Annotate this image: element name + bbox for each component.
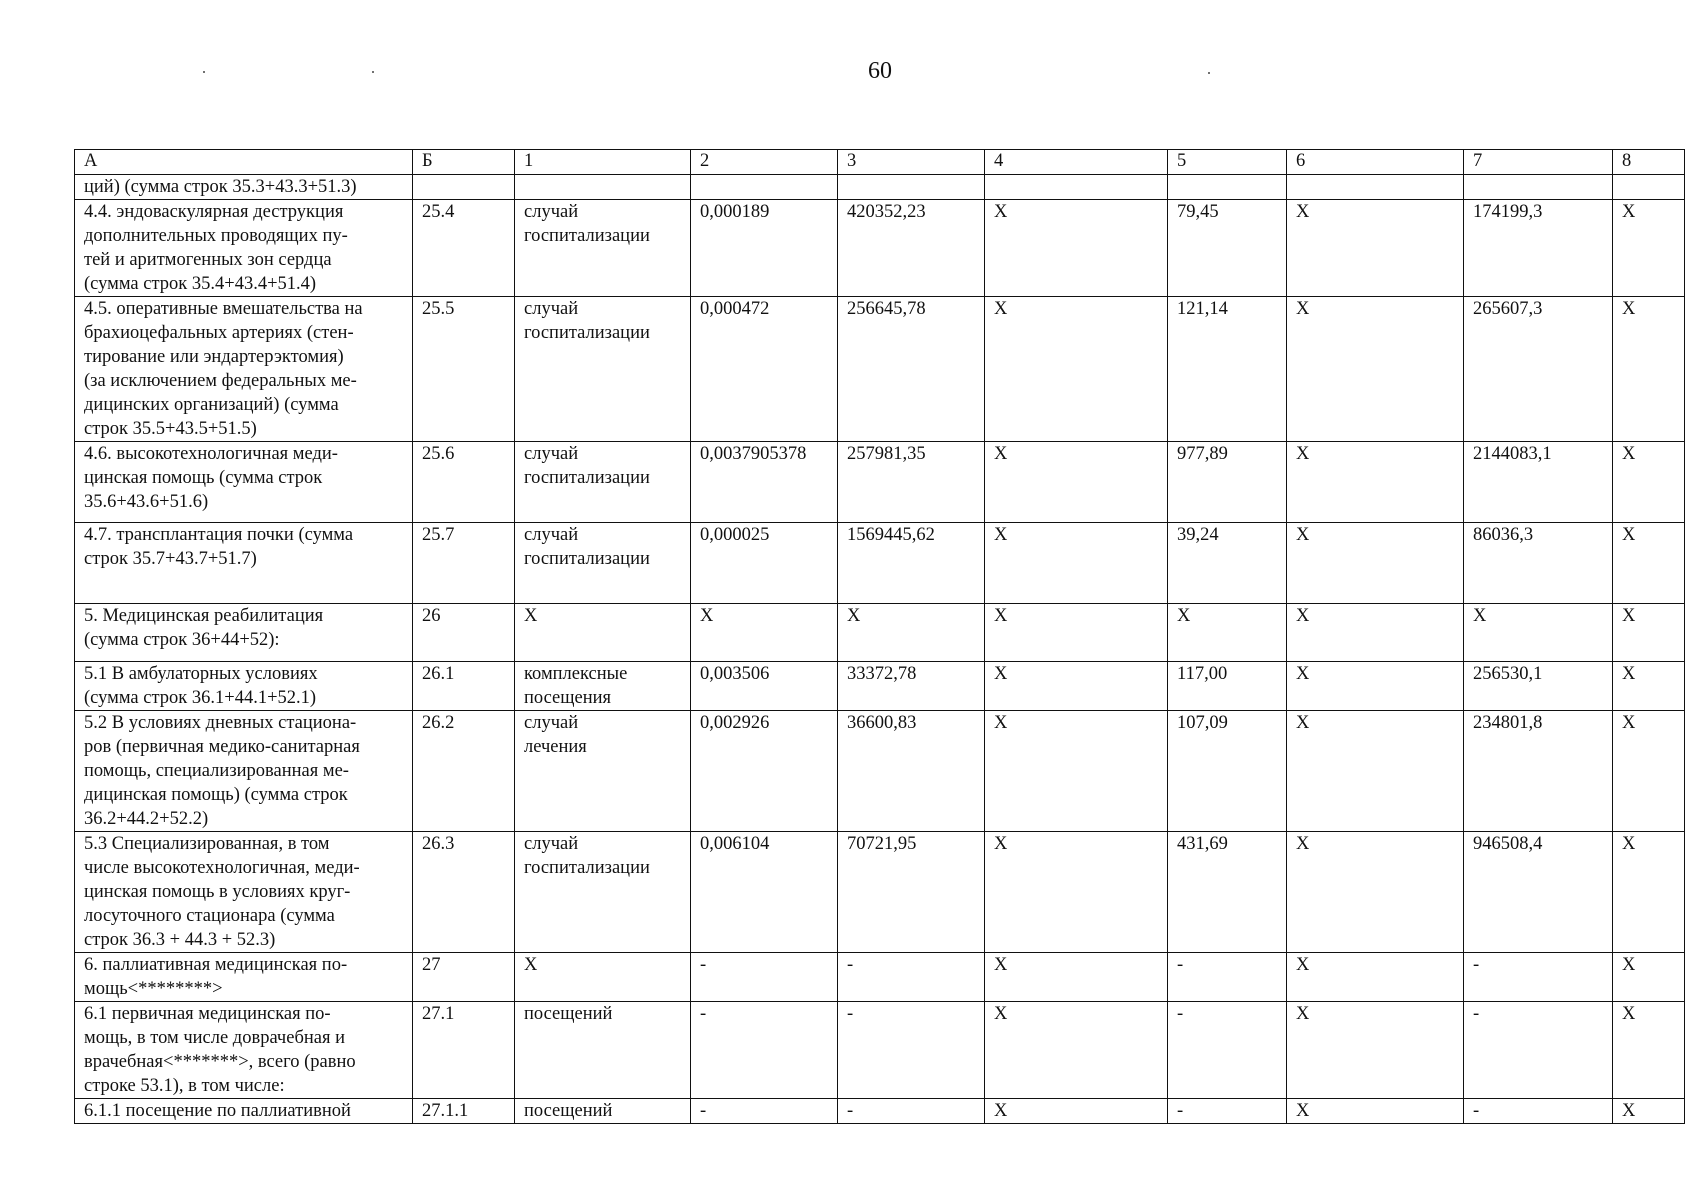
cell-cost: 1569445,62 — [838, 523, 985, 604]
cell-col-8: X — [1613, 953, 1685, 1002]
column-header: 6 — [1287, 150, 1464, 175]
cell-row-code: 27 — [413, 953, 515, 1002]
cell-unit: случай госпитализации — [515, 832, 691, 953]
cell-col-8: X — [1613, 1002, 1685, 1099]
cell-norm: - — [691, 953, 838, 1002]
cell-col-4: X — [985, 711, 1168, 832]
cell-col-5: 107,09 — [1168, 711, 1287, 832]
cell-col-5 — [1168, 175, 1287, 200]
cell-row-label: 4.6. высокотехнологичная меди- цинская помощь (сумма строк 35.6+43.6+51.6) — [75, 442, 413, 523]
column-header: 2 — [691, 150, 838, 175]
cell-cost — [838, 175, 985, 200]
cell-row-code — [413, 175, 515, 200]
cell-col-4: X — [985, 1002, 1168, 1099]
table-row — [75, 200, 1685, 297]
cell-cost: 256645,78 — [838, 297, 985, 442]
cell-norm — [691, 175, 838, 200]
cell-col-6: X — [1287, 832, 1464, 953]
cell-unit: случай лечения — [515, 711, 691, 832]
cell-col-7: - — [1464, 1099, 1613, 1124]
cell-row-code: 26.3 — [413, 832, 515, 953]
cell-norm: 0,006104 — [691, 832, 838, 953]
cell-row-label: 4.7. трансплантация почки (сумма строк 35.7+43.7+51.7) — [75, 523, 413, 604]
cell-row-label: ций) (сумма строк 35.3+43.3+51.3) — [75, 175, 413, 200]
cell-row-label: 5. Медицинская реабилитация (сумма строк 36+44+52): — [75, 604, 413, 662]
cell-col-4: X — [985, 297, 1168, 442]
cell-col-4: X — [985, 953, 1168, 1002]
cell-row-code: 27.1.1 — [413, 1099, 515, 1124]
cell-col-7: 946508,4 — [1464, 832, 1613, 953]
cell-col-6: X — [1287, 1002, 1464, 1099]
table-row — [75, 604, 1685, 662]
cell-col-4: X — [985, 662, 1168, 711]
cell-row-label: 5.3 Специализированная, в том числе высокотехнологичная, меди- цинская помощь в условиях круг- лосуточного стационара (сумма строк 36.3 + 44.3 + 52.3) — [75, 832, 413, 953]
cell-cost: X — [838, 604, 985, 662]
cell-col-6: X — [1287, 953, 1464, 1002]
cell-unit: X — [515, 604, 691, 662]
cell-col-6 — [1287, 175, 1464, 200]
cell-col-8 — [1613, 175, 1685, 200]
cell-col-4: X — [985, 832, 1168, 953]
cell-col-8: X — [1613, 1099, 1685, 1124]
scan-speck — [203, 71, 205, 73]
table-row — [75, 442, 1685, 523]
cell-col-5: 121,14 — [1168, 297, 1287, 442]
cell-row-label: 4.5. оперативные вмешательства на брахиоцефальных артериях (стен- тирование или эндартерэктомия) (за исключением федеральных ме- дицинских организаций) (сумма строк 35.5+43.5+51.5) — [75, 297, 413, 442]
cell-unit: посещений — [515, 1002, 691, 1099]
cell-col-4: X — [985, 604, 1168, 662]
cell-cost: 420352,23 — [838, 200, 985, 297]
cell-col-7: 2144083,1 — [1464, 442, 1613, 523]
cell-col-5: - — [1168, 1002, 1287, 1099]
cell-col-5: - — [1168, 1099, 1287, 1124]
cell-col-5: 39,24 — [1168, 523, 1287, 604]
cell-col-6: X — [1287, 523, 1464, 604]
cell-norm: 0,0037905378 — [691, 442, 838, 523]
cell-row-label: 5.2 В условиях дневных стациона- ров (первичная медико-санитарная помощь, специализированная ме- дицинская помощь) (сумма строк 36.2+44.2+52.2) — [75, 711, 413, 832]
cell-cost: - — [838, 953, 985, 1002]
cell-col-8: X — [1613, 442, 1685, 523]
cell-col-7: X — [1464, 604, 1613, 662]
cell-col-6: X — [1287, 442, 1464, 523]
cell-col-6: X — [1287, 297, 1464, 442]
cell-unit: случай госпитализации — [515, 297, 691, 442]
cell-norm: - — [691, 1002, 838, 1099]
table-row — [75, 953, 1685, 1002]
cell-cost: - — [838, 1099, 985, 1124]
cell-row-code: 26 — [413, 604, 515, 662]
column-header: 5 — [1168, 150, 1287, 175]
cell-row-label: 4.4. эндоваскулярная деструкция дополнительных проводящих пу- тей и аритмогенных зон сердца (сумма строк 35.4+43.4+51.4) — [75, 200, 413, 297]
cell-col-8: X — [1613, 297, 1685, 442]
table-row — [75, 1099, 1685, 1124]
cell-col-4: X — [985, 442, 1168, 523]
cell-col-4: X — [985, 523, 1168, 604]
column-header: А — [75, 150, 413, 175]
cell-col-8: X — [1613, 200, 1685, 297]
cell-unit: случай госпитализации — [515, 442, 691, 523]
column-header: 4 — [985, 150, 1168, 175]
cell-norm: X — [691, 604, 838, 662]
cell-unit: X — [515, 953, 691, 1002]
cell-col-6: X — [1287, 1099, 1464, 1124]
cell-col-8: X — [1613, 711, 1685, 832]
table-row — [75, 662, 1685, 711]
cell-col-6: X — [1287, 200, 1464, 297]
table-header-row — [75, 150, 1685, 175]
column-header: 8 — [1613, 150, 1685, 175]
cell-col-8: X — [1613, 832, 1685, 953]
table-row — [75, 175, 1685, 200]
cell-norm: 0,002926 — [691, 711, 838, 832]
cell-col-7: 234801,8 — [1464, 711, 1613, 832]
cell-unit: случай госпитализации — [515, 200, 691, 297]
cell-row-code: 26.2 — [413, 711, 515, 832]
cell-row-label: 5.1 В амбулаторных условиях (сумма строк 36.1+44.1+52.1) — [75, 662, 413, 711]
cell-row-label: 6.1.1 посещение по паллиативной — [75, 1099, 413, 1124]
cell-col-7 — [1464, 175, 1613, 200]
cell-col-7: - — [1464, 1002, 1613, 1099]
cell-col-8: X — [1613, 523, 1685, 604]
cell-unit: посещений — [515, 1099, 691, 1124]
cell-col-6: X — [1287, 711, 1464, 832]
cell-cost: 36600,83 — [838, 711, 985, 832]
table-body — [75, 150, 1685, 1124]
cell-col-7: - — [1464, 953, 1613, 1002]
column-header: 7 — [1464, 150, 1613, 175]
column-header: 3 — [838, 150, 985, 175]
column-header: Б — [413, 150, 515, 175]
cell-row-label: 6. паллиативная медицинская по- мощь<********> — [75, 953, 413, 1002]
data-table — [74, 149, 1685, 1124]
table-row — [75, 832, 1685, 953]
cell-cost: 70721,95 — [838, 832, 985, 953]
table-row — [75, 297, 1685, 442]
cell-row-label: 6.1 первичная медицинская по- мощь, в том числе доврачебная и врачебная<*******>, всего (равно строке 53.1), в том числе: — [75, 1002, 413, 1099]
cell-unit: случай госпитализации — [515, 523, 691, 604]
cell-norm: 0,000025 — [691, 523, 838, 604]
cell-col-7: 265607,3 — [1464, 297, 1613, 442]
cell-unit: комплексные посещения — [515, 662, 691, 711]
cell-norm: - — [691, 1099, 838, 1124]
cell-unit — [515, 175, 691, 200]
cell-norm: 0,003506 — [691, 662, 838, 711]
column-header: 1 — [515, 150, 691, 175]
cell-row-code: 26.1 — [413, 662, 515, 711]
cell-col-5: 977,89 — [1168, 442, 1287, 523]
cell-col-7: 256530,1 — [1464, 662, 1613, 711]
cell-cost: 33372,78 — [838, 662, 985, 711]
cell-row-code: 25.7 — [413, 523, 515, 604]
cell-row-code: 27.1 — [413, 1002, 515, 1099]
table-row — [75, 523, 1685, 604]
cell-col-4: X — [985, 200, 1168, 297]
cell-col-5: - — [1168, 953, 1287, 1002]
cell-col-7: 174199,3 — [1464, 200, 1613, 297]
cell-col-5: 117,00 — [1168, 662, 1287, 711]
cell-row-code: 25.4 — [413, 200, 515, 297]
cell-col-5: 79,45 — [1168, 200, 1287, 297]
cell-col-6: X — [1287, 604, 1464, 662]
cell-col-8: X — [1613, 604, 1685, 662]
cell-row-code: 25.5 — [413, 297, 515, 442]
cell-col-7: 86036,3 — [1464, 523, 1613, 604]
cell-col-4 — [985, 175, 1168, 200]
table-row — [75, 711, 1685, 832]
table-row — [75, 1002, 1685, 1099]
cell-row-code: 25.6 — [413, 442, 515, 523]
cell-col-6: X — [1287, 662, 1464, 711]
cell-col-8: X — [1613, 662, 1685, 711]
cell-col-4: X — [985, 1099, 1168, 1124]
page-number: 60 — [868, 58, 892, 84]
cell-norm: 0,000472 — [691, 297, 838, 442]
cell-cost: 257981,35 — [838, 442, 985, 523]
cell-norm: 0,000189 — [691, 200, 838, 297]
cell-cost: - — [838, 1002, 985, 1099]
cell-col-5: X — [1168, 604, 1287, 662]
scan-speck — [1208, 72, 1210, 74]
cell-col-5: 431,69 — [1168, 832, 1287, 953]
scan-speck — [372, 71, 374, 73]
